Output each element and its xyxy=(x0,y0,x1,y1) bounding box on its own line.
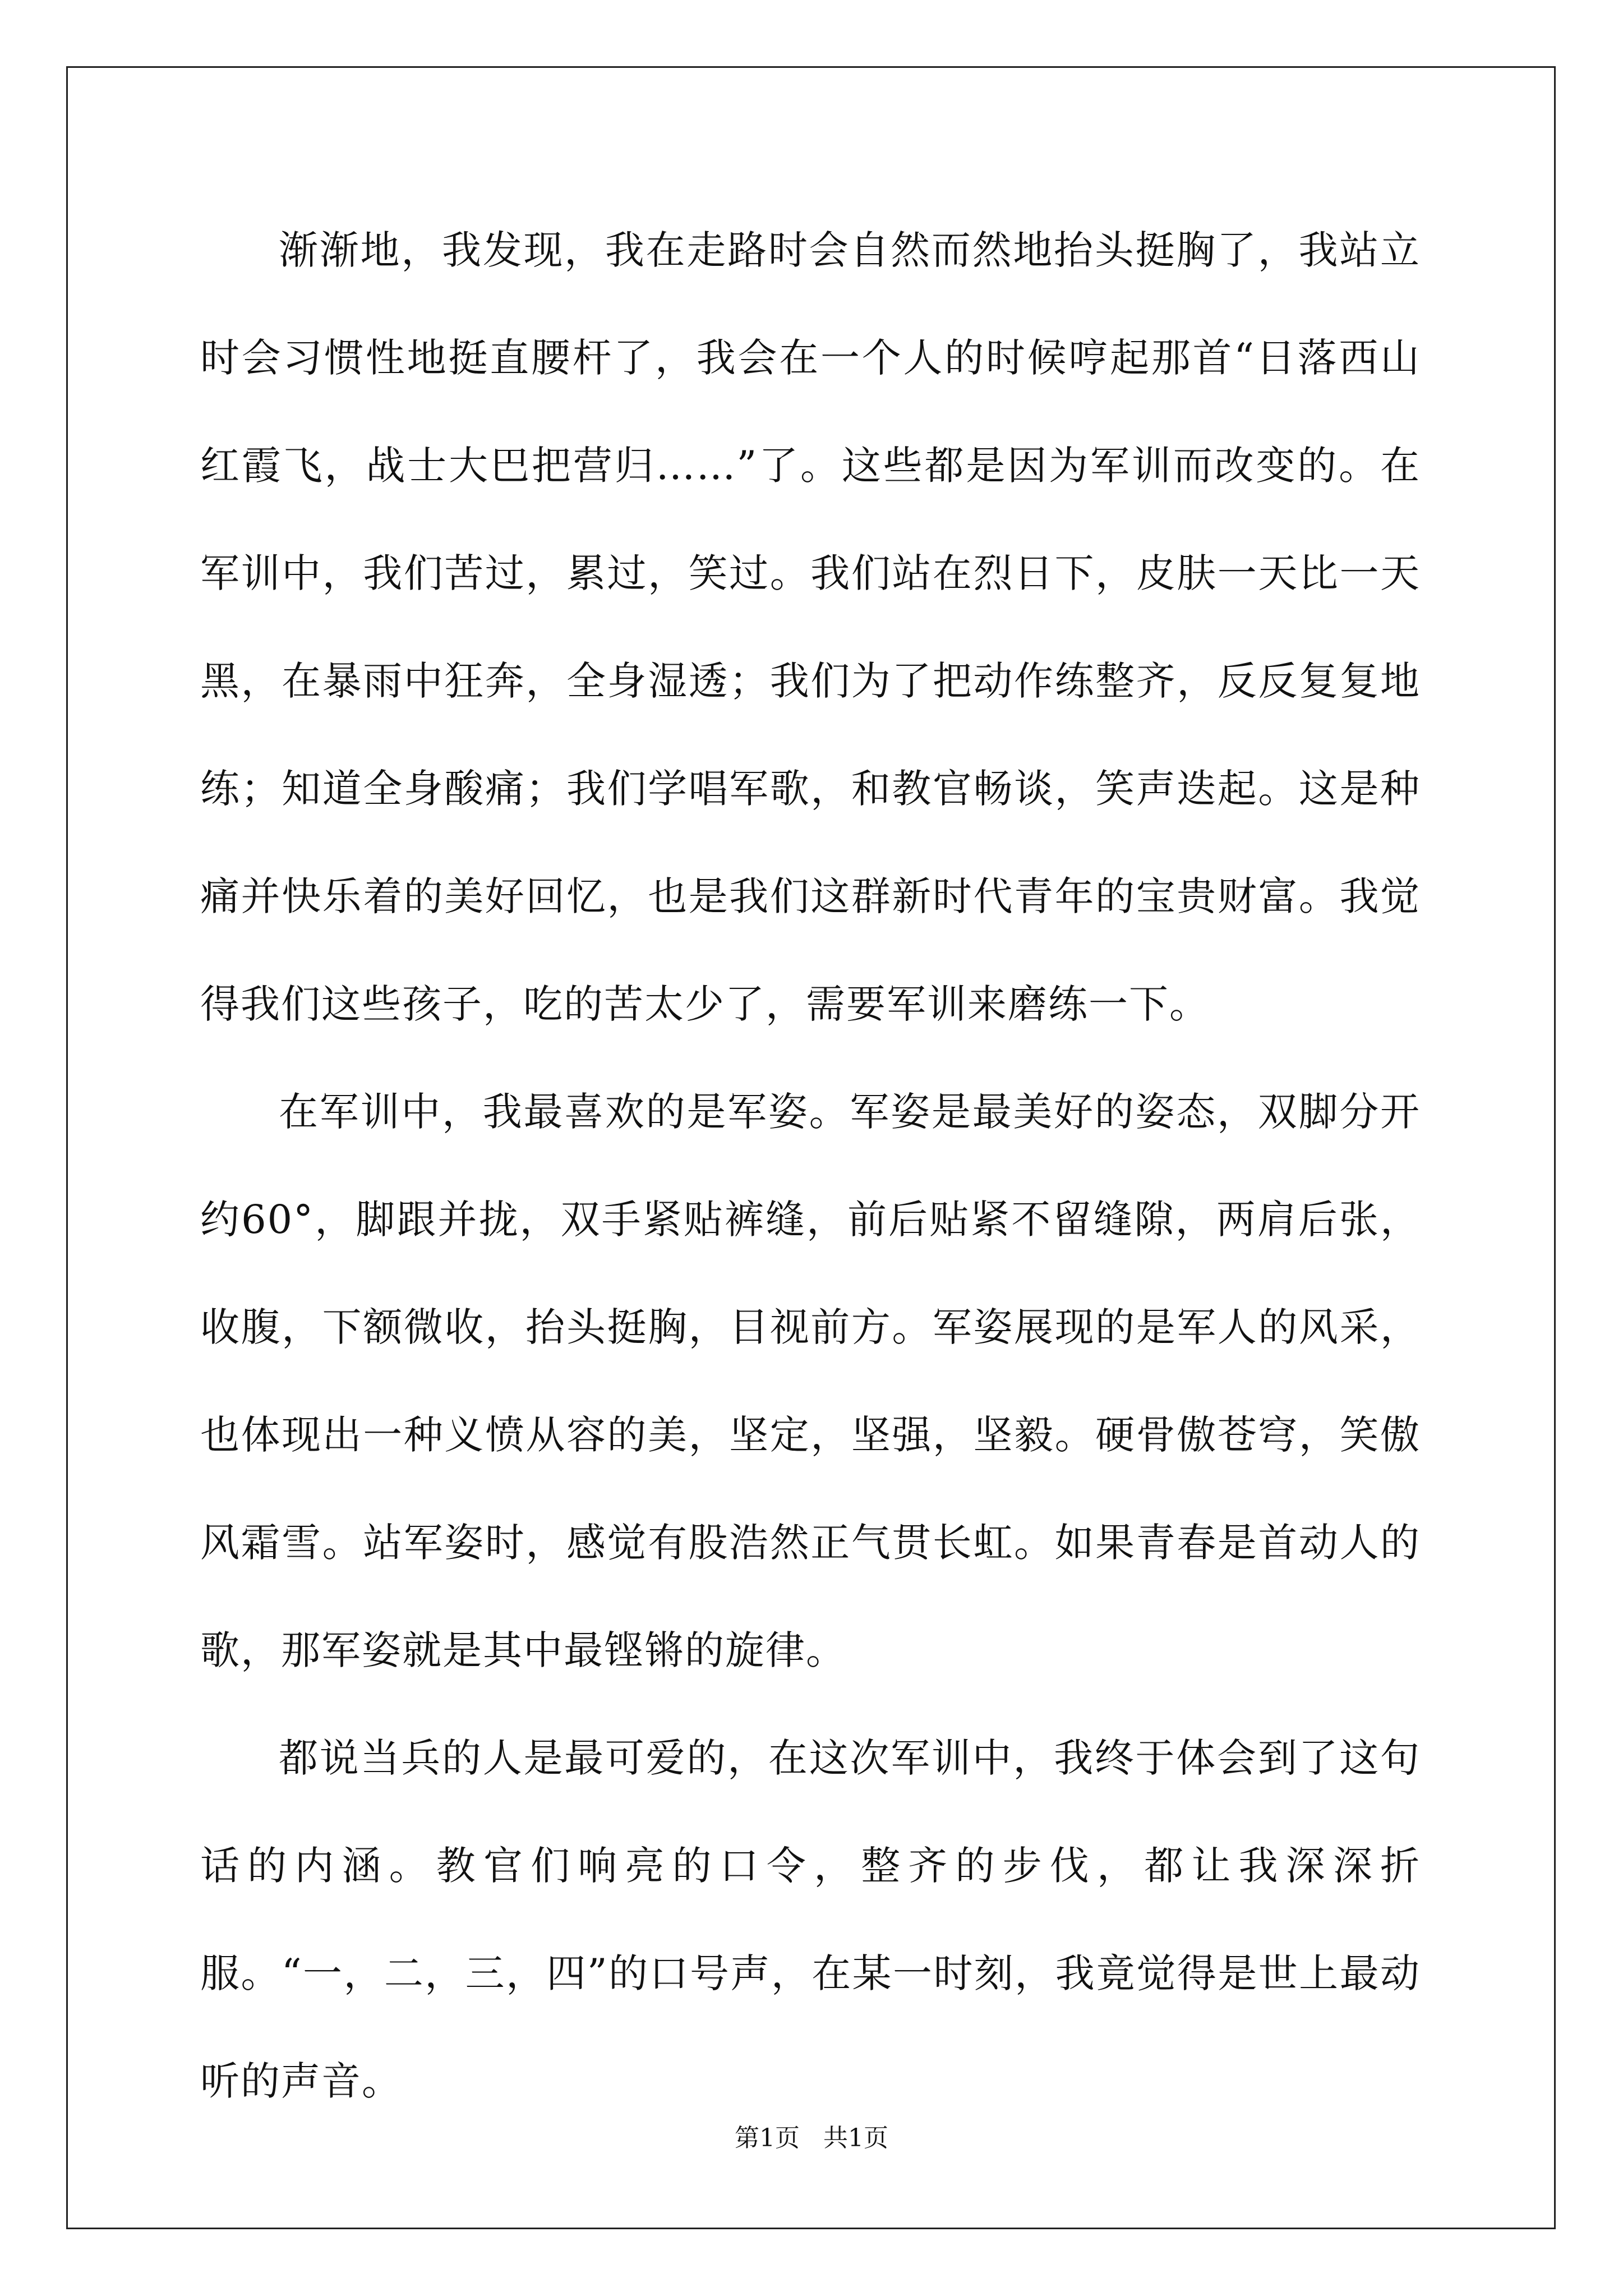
paragraph-2: 在军训中，我最喜欢的是军姿。军姿是最美好的姿态，双脚分开约60°，脚跟并拢，双手紧贴裤缝，前后贴紧不留缝隙，两肩后张，收腹，下额微收，抬头挺胸，目视前方。军姿展现的是军人的风采，也体现出一种义愤从容的美，坚定，坚强，坚毅。硬骨傲苍穹，笑傲风霜雪。站军姿时，感觉有股浩然正气贯长虹。如果青春是首动人的歌，那军姿就是其中最铿锵的旋律。 xyxy=(200,1089,1421,1673)
page-number-footer: 第1页 共1页 xyxy=(735,2124,888,2152)
paragraph-3: 都说当兵的人是最可爱的，在这次军训中，我终于体会到了这句话的内涵。教官们响亮的口令，整齐的步伐，都让我深深折服。“一，二，三，四”的口号声，在某一时刻，我竟觉得是世上最动听的声音。 xyxy=(200,1735,1421,2104)
paragraph-1: 渐渐地，我发现，我在走路时会自然而然地抬头挺胸了，我站立时会习惯性地挺直腰杆了，我会在一个人的时候哼起那首“日落西山红霞飞，战士大巴把营归……”了。这些都是因为军训而改变的。在军训中，我们苦过，累过，笑过。我们站在烈日下，皮肤一天比一天黑，在暴雨中狂奔，全身湿透；我们为了把动作练整齐，反反复复地练；知道全身酸痛；我们学唱军歌，和教官畅谈，笑声迭起。这是种痛并快乐着的美好回忆，也是我们这群新时代青年的宝贵财富。我觉得我们这些孩子，吃的苦太少了，需要军训来磨练一下。 xyxy=(200,227,1421,1027)
document-body xyxy=(200,196,1421,2135)
